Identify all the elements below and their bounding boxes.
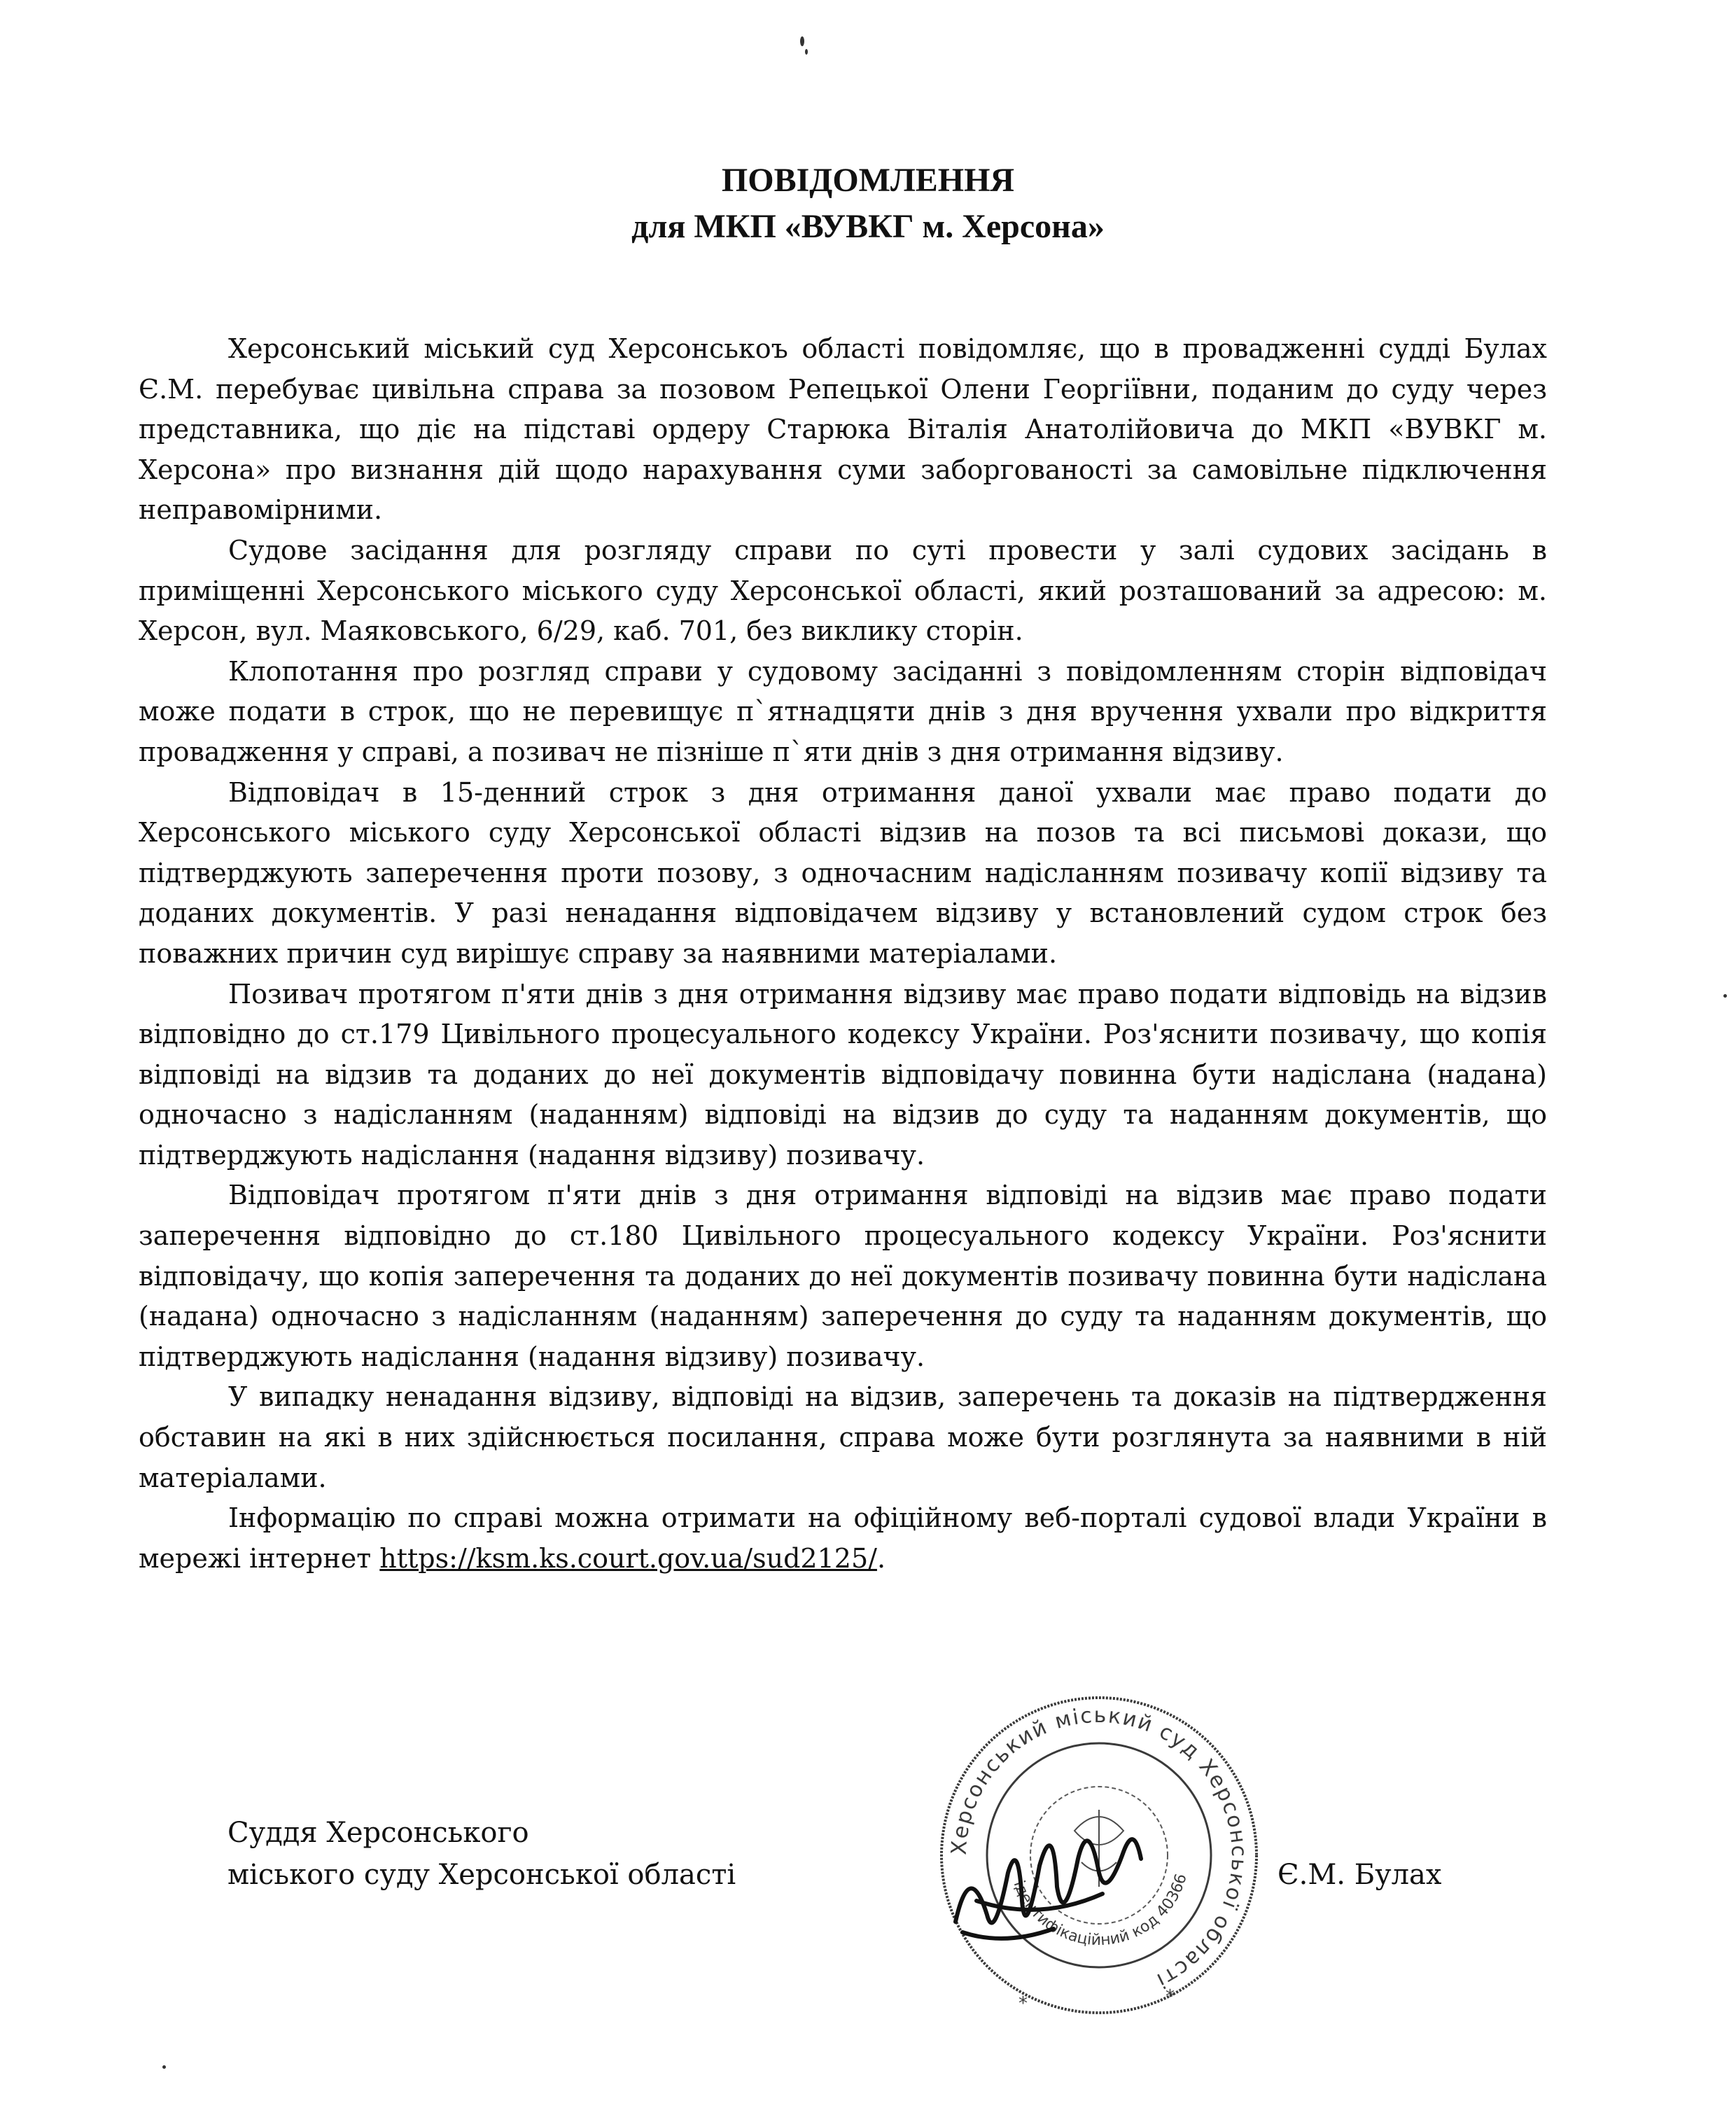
paragraph-case-notice: Херсонський міський суд Херсонськоъ області повідомляє, що в провадженні судді Булах Є.М. перебуває цивільна справа за позовом Репецької Олени Георгіївни, поданим до суду через представника, що діє на підставі ордеру Старюка Віталія Анатолійовича до МКП «ВУВКГ м. Херсона» про визнання дій щодо нарахування суми заборгованості за самовільне підключення неправомірними. bbox=[139, 333, 1547, 526]
seal-star-icon: * bbox=[1018, 1993, 1028, 2014]
paragraph-online-info bbox=[139, 1498, 1547, 1579]
paragraph-defendant-response: Відповідач в 15-денний строк з дня отримання даної ухвали має право подати до Херсонського міського суду Херсонської області відзив на позов та всі письмові докази, що підтверджують заперечення проти позову, з одночасним надісланням позивачу копії відзиву та доданих документів. У разі ненадання відповідачем відзиву у встановлений судом строк без поважних причин суд вирішує справу за наявними матеріалами. bbox=[139, 776, 1547, 969]
paragraph-plaintiff-reply: Позивач протягом п'яти днів з дня отримання відзиву має право подати відповідь на відзив відповідно до ст.179 Цивільного процесуального кодексу України. Роз'яснити позивачу, що копія відповіді на відзив та доданих до неї документів відповідачу повинна бути надіслана (надана) одночасно з надісланням (наданням) відповіді на відзив до суду та наданням документів, що підтверджують надіслання (надання відзиву) позивачу. bbox=[139, 978, 1547, 1171]
seal-outer-text: Херсонський міський суд Херсонської області bbox=[946, 1703, 1252, 1994]
online-info-text: Інформацію по справі можна отримати на офіційному веб-порталі судової влади України в мережі інтернет bbox=[139, 1502, 1547, 1574]
paragraph-hearing-motion: Клопотання про розгляд справи у судовому засіданні з повідомленням сторін відповідач може подати в строк, що не перевищує п`ятнадцяти днів з дня вручення ухвали про відкриття провадження у справі, а позивач не пізніше п`яти днів з дня отримання відзиву. bbox=[139, 655, 1547, 767]
seal-code-text: ідентифікаційний код 40366 bbox=[1009, 1871, 1191, 1950]
scan-mark bbox=[162, 2065, 166, 2069]
paragraph-hearing-location: Судове засідання для розгляду справи по суті провести у залі судових засідань в приміщенні Херсонського міського суду Херсонської області, який розташований за адресою: м. Херсон, вул. Маяковського, 6/29, каб. 701, без виклику сторін. bbox=[139, 534, 1547, 647]
document-body bbox=[139, 329, 1547, 1579]
document-heading bbox=[0, 158, 1736, 250]
signature-role-line-1: Суддя Херсонського bbox=[227, 1817, 529, 1849]
document-subtitle: для МКП «ВУВКГ м. Херсона» bbox=[631, 208, 1105, 245]
scan-mark bbox=[1723, 994, 1727, 998]
document-title: ПОВІДОМЛЕННЯ bbox=[721, 162, 1015, 199]
signature-role-line-2: міського суду Херсонської області bbox=[227, 1859, 736, 1891]
judge-name: Є.М. Булах bbox=[1278, 1859, 1442, 1891]
scan-mark bbox=[800, 36, 804, 46]
paragraph-defendant-objection: Відповідач протягом п'яти днів з дня отримання відповіді на відзив має право подати заперечення відповідно до ст.180 Цивільного процесуального кодексу України. Роз'яснити відповідачу, що копія заперечення та доданих до неї документів позивачу повинна бути надіслана (надана) одночасно з надісланням (наданням) заперечення до суду та наданням документів, що підтверджують надіслання (надання відзиву) позивачу. bbox=[139, 1180, 1547, 1372]
court-portal-link[interactable]: https://ksm.ks.court.gov.ua/sud2125/ bbox=[379, 1542, 877, 1574]
court-seal bbox=[934, 1691, 1264, 2020]
signature-role bbox=[227, 1812, 736, 1896]
paragraph-missing-documents: У випадку ненадання відзиву, відповіді на відзив, заперечень та доказів на підтвердження обставин на які в них здійснюється посилання, справа може бути розглянута за наявними в ній матеріалами. bbox=[139, 1381, 1547, 1493]
seal-star-icon: * bbox=[1166, 1986, 1175, 2007]
scan-mark bbox=[805, 49, 808, 55]
online-info-end: . bbox=[876, 1542, 886, 1574]
